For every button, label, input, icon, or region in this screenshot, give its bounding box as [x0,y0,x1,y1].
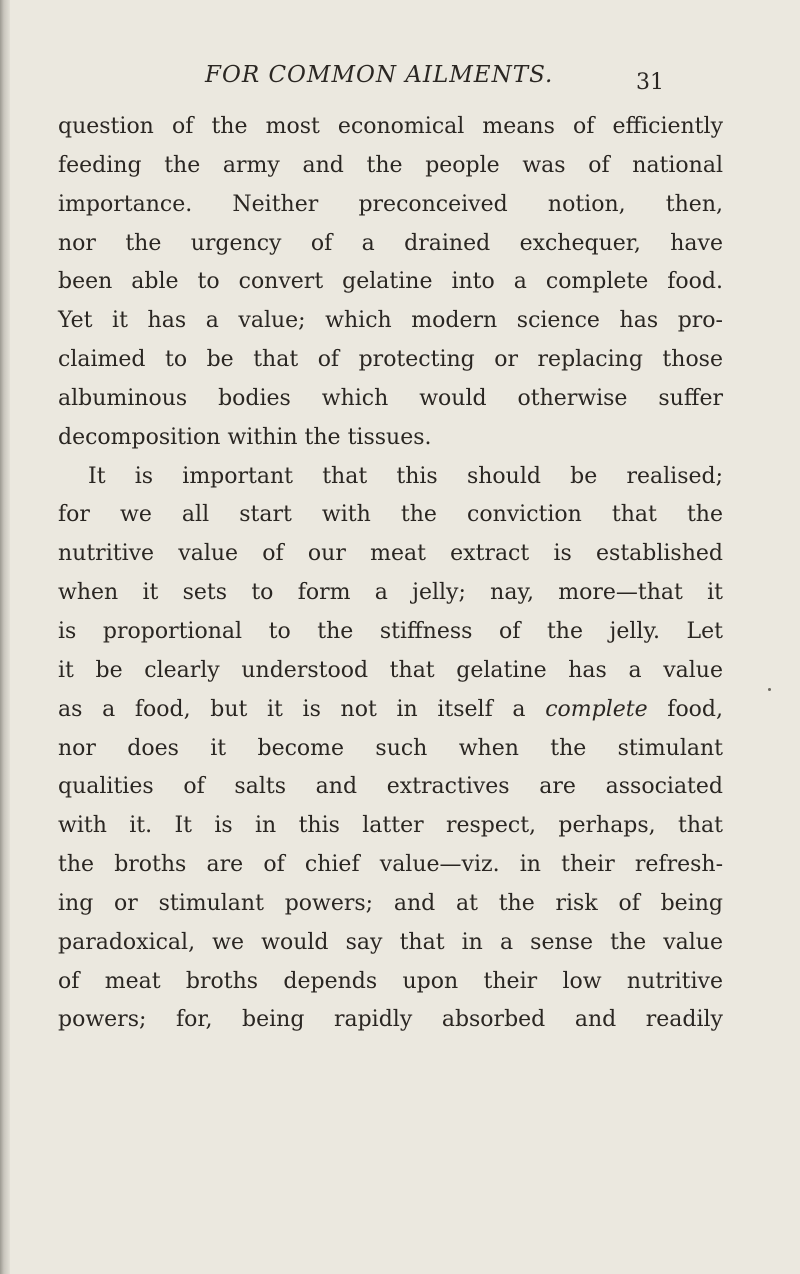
running-head [0,62,800,102]
text-line: is proportional to the stiffness of the jelly. Let [58,618,723,644]
text-line: albuminous bodies which would otherwise suffer [58,385,723,411]
text-line-with-italic [58,691,723,730]
body-text [58,108,723,1040]
italic-word: complete [545,696,648,722]
text-line: of meat broths depends upon their low nutritive [58,968,723,994]
text-line: it be clearly understood that gelatine has a value [58,657,723,683]
page-number: 31 [636,70,664,95]
text-line: with it. It is in this latter respect, perhaps, that [58,813,723,839]
text-line: when it sets to form a jelly; nay, more—that it [58,580,723,606]
text-line: the broths are of chief value—viz. in their refresh- [58,852,723,878]
text-line: nutritive value of our meat extract is established [58,541,723,567]
text-line: claimed to be that of protecting or replacing those [58,347,723,373]
text-line: been able to convert gelatine into a complete food. [58,269,723,295]
text-line: importance. Neither preconceived notion, then, [58,191,723,217]
text-line: nor the urgency of a drained exchequer, have [58,230,723,256]
text-line: Yet it has a value; which modern science has pro- [58,308,723,334]
binding-edge [0,0,10,1274]
text-line: decomposition within the tissues. [58,424,432,450]
text-line: for we all start with the conviction that the [58,502,723,528]
paragraph-start-line: It is important that this should be realised; [88,463,723,489]
text-line: powers; for, being rapidly absorbed and readily [58,1007,723,1033]
text-line: question of the most economical means of efficiently [58,114,723,139]
text-line: qualities of salts and extractives are associated [58,774,723,800]
text-line: paradoxical, we would say that in a sense the value [58,929,723,955]
running-title: FOR COMMON AILMENTS. [205,62,554,88]
text-line: nor does it become such when the stimulant [58,735,723,761]
ink-speck [768,688,771,691]
text-line: feeding the army and the people was of national [58,152,723,178]
text-segment: as a food, but it is not in itself a [58,696,546,722]
text-segment: food, [647,696,724,722]
text-line: ing or stimulant powers; and at the risk of being [58,890,723,916]
